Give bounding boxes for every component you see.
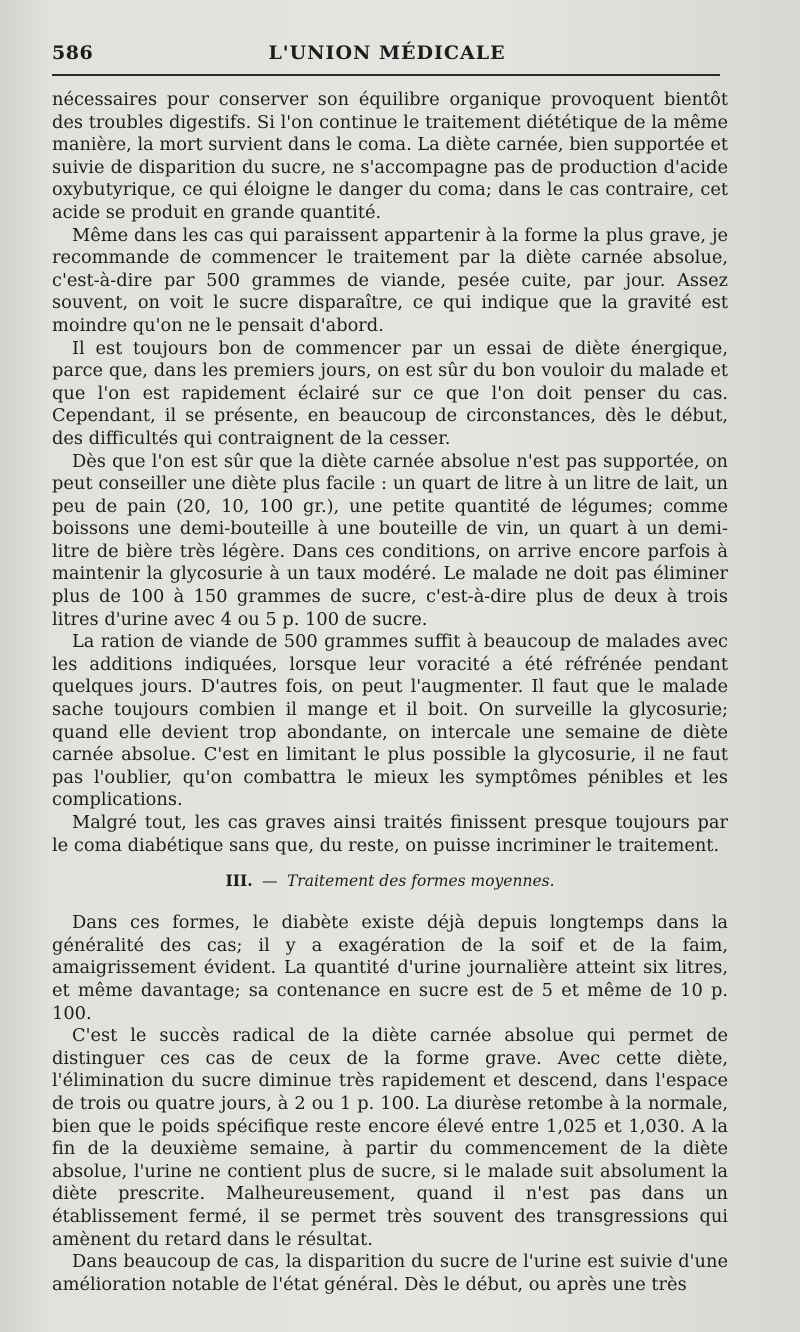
header-rule (52, 74, 720, 76)
paragraph: C'est le succès radical de la diète carnée absolue qui permet de distinguer ces cas de ceux de la forme grave. Avec cette diète, l'élimination du sucre diminue très rapidement et descend, dans l'espace de trois ou quatre jours, à 2 ou 1 p. 100. La diurèse retombe à la normale, bien que le poids spécifique reste encore élevé entre 1,025 et 1,030. A la fin de la deuxième semaine, à partir du commencement de la diète absolue, l'urine ne contient plus de sucre, si le malade suit absolument la diète prescrite. Malheureusement, quand il n'est pas dans un établissement fermé, il se permet très souvent des transgressions qui amènent du retard dans le résultat. (52, 1025, 728, 1250)
section-heading (52, 870, 728, 892)
body-text (52, 89, 728, 1296)
paragraph: Dans ces formes, le diabète existe déjà depuis longtemps dans la généralité des cas; il y a exagération de la soif et de la faim, amaigrissement évident. La quantité d'urine journalière atteint six litres, et même davantage; sa contenance en sucre est de 5 et même de 10 p. 100. (52, 912, 728, 1024)
section-title: Traitement des formes moyennes. (286, 872, 555, 891)
paragraph: nécessaires pour conserver son équilibre organique provoquent bientôt des troubles digestifs. Si l'on continue le traitement diététique de la même manière, la mort survient dans le coma. La diète carnée, bien supportée et suivie de disparition du sucre, ne s'accompagne pas de production d'acide oxybutyrique, ce qui éloigne le danger du coma; dans le cas contraire, cet acide se produit en grande quantité. (52, 89, 728, 223)
paragraph: Il est toujours bon de commencer par un essai de diète énergique, parce que, dans les premiers jours, on est sûr du bon vouloir du malade et que l'on est rapidement éclairé sur ce que l'on doit penser du cas. Cependant, il se présente, en beaucoup de circonstances, dès le début, des difficultés qui contraignent de la cesser. (52, 337, 728, 449)
page-header (52, 42, 722, 72)
paragraph: Malgré tout, les cas graves ainsi traités finissent presque toujours par le coma diabétique sans que, du reste, on puisse incriminer le traitement. (52, 812, 728, 856)
paragraph: La ration de viande de 500 grammes suffit à beaucoup de malades avec les additions indiquées, lorsque leur voracité a été réfrénée pendant quelques jours. D'autres fois, on peut l'augmenter. Il faut que le malade sache toujours combien il mange et il boit. On surveille la glycosurie; quand elle devient trop abondante, on intercale une semaine de diète carnée absolue. C'est en limitant le plus possible la glycosurie, il ne faut pas l'oublier, qu'on combattra le mieux les symptômes pénibles et les complications. (52, 631, 728, 811)
page-number: 586 (52, 42, 94, 64)
paragraph: Même dans les cas qui paraissent appartenir à la forme la plus grave, je recommande de commencer le traitement par la diète carnée absolue, c'est-à-dire par 500 grammes de viande, pesée cuite, par jour. Assez souvent, on voit le sucre disparaître, ce qui indique que la gravité est moindre qu'on ne le pensait d'abord. (52, 224, 728, 336)
running-title: L'UNION MÉDICALE (268, 42, 506, 64)
paragraph: Dès que l'on est sûr que la diète carnée absolue n'est pas supportée, on peut conseiller une diète plus facile : un quart de litre à un litre de lait, un peu de pain (20, 10, 100 gr.), une petite quantité de légumes; comme boissons une demi-bouteille à une bouteille de vin, un quart à un demi-litre de bière très légère. Dans ces conditions, on arrive encore parfois à maintenir la glycosurie à un taux modéré. Le malade ne doit pas éliminer plus de 100 à 150 grammes de sucre, c'est-à-dire plus de deux à trois litres d'urine avec 4 ou 5 p. 100 de sucre. (52, 450, 728, 630)
section-dash: — (262, 872, 278, 891)
paragraph: Dans beaucoup de cas, la disparition du sucre de l'urine est suivie d'une amélioration notable de l'état général. Dès le début, ou après une très (52, 1251, 728, 1295)
section-number: III. (225, 871, 253, 891)
